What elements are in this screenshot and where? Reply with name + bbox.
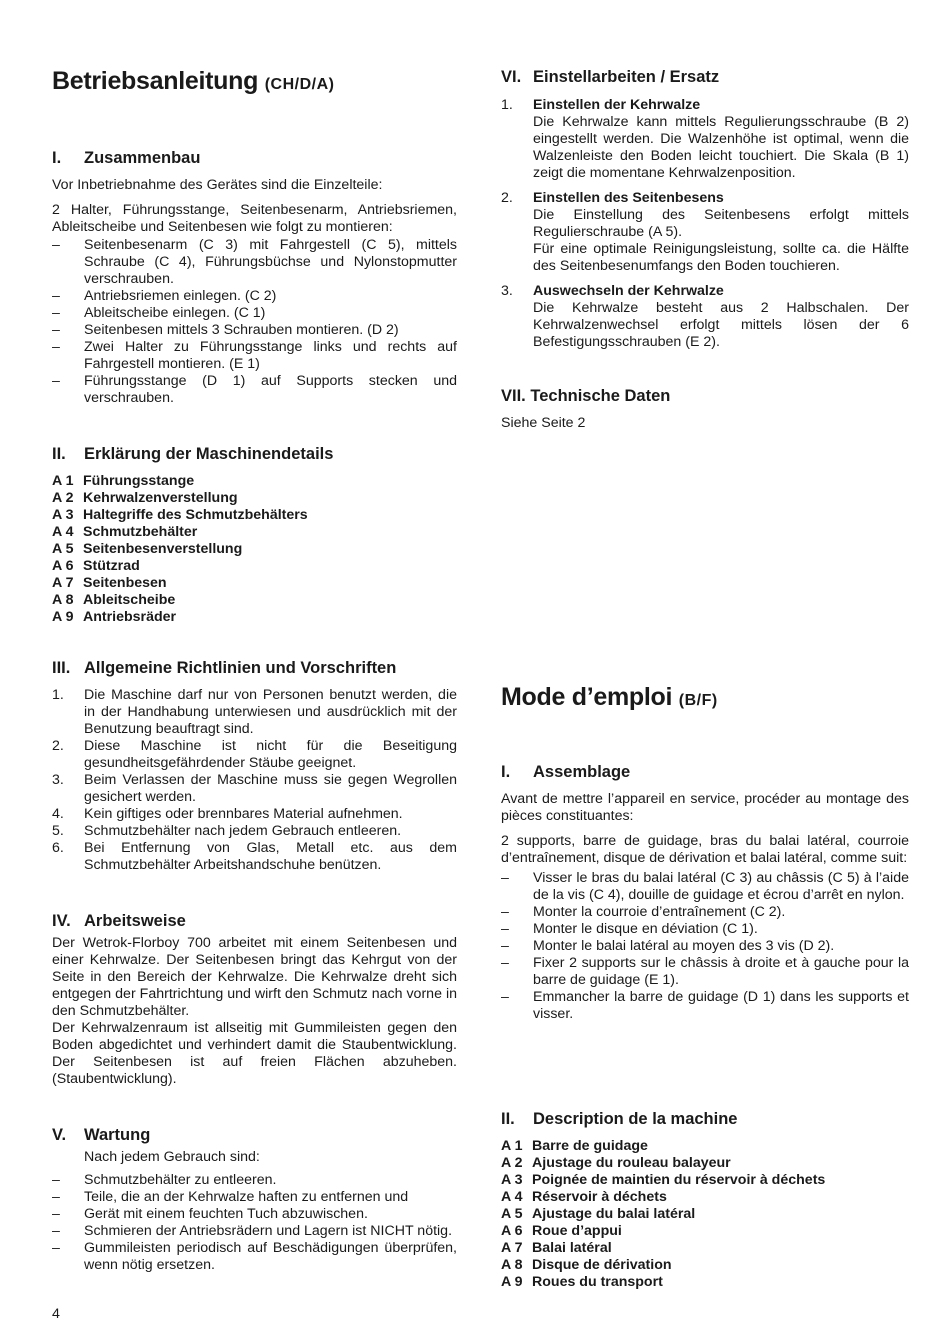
machine-legend-de bbox=[52, 473, 457, 626]
item-number: 2. bbox=[52, 738, 64, 754]
legend-label: Ajustage du rouleau balayeur bbox=[532, 1155, 731, 1171]
item-number: 3. bbox=[52, 772, 64, 788]
page-title-de bbox=[52, 66, 457, 100]
legend-row bbox=[501, 1274, 909, 1291]
legend-code: A 3 bbox=[52, 507, 74, 523]
section-number: II. bbox=[501, 1110, 515, 1128]
list-item bbox=[52, 840, 457, 874]
item-text: Die Einstellung des Seitenbesens erfolgt mittels Regulierschraube (A 5). bbox=[533, 207, 909, 240]
guidelines-list bbox=[52, 687, 457, 874]
paragraph: Vor Inbetriebnahme des Gerätes sind die Einzelteile: bbox=[52, 177, 383, 193]
legend-label: Réservoir à déchets bbox=[532, 1189, 667, 1205]
list-item: – Antriebsriemen einlegen. (C 2) bbox=[52, 288, 457, 305]
list-item: – Seitenbesenarm (C 3) mit Fahrgestell (C 5), mittels Schraube (C 4), Führungsbüchse und Nylonstopmutter verschrauben. bbox=[52, 237, 457, 288]
section-number: IV. bbox=[52, 912, 71, 930]
legend-row bbox=[501, 1172, 909, 1189]
list-item bbox=[52, 806, 457, 823]
page-title-fr bbox=[501, 682, 909, 716]
legend-label: Poignée de maintien du réservoir à déchets bbox=[532, 1172, 826, 1188]
paragraph: Der Kehrwalzenraum ist allseitig mit Gummileisten gegen den Boden abgedichtet und verhindert damit die Staubentwicklung. Der Seitenbesen ist auf freien Flächen abzuheben. (Staubentwicklung). bbox=[52, 1020, 457, 1087]
title-text: Mode d’emploi bbox=[501, 683, 673, 711]
legend-code: A 9 bbox=[501, 1274, 523, 1290]
section-body-assemblage bbox=[501, 791, 909, 1023]
legend-label: Barre de guidage bbox=[532, 1138, 648, 1154]
legend-code: A 5 bbox=[52, 541, 74, 557]
list-item bbox=[501, 283, 909, 351]
legend-code: A 2 bbox=[52, 490, 74, 506]
item-number: 4. bbox=[52, 806, 64, 822]
section-number: II. bbox=[52, 445, 66, 463]
legend-row bbox=[52, 575, 457, 592]
item-heading: Auswechseln der Kehrwalze bbox=[533, 283, 724, 299]
item-text: Bei Entfernung von Glas, Metall etc. aus dem Schmutzbehälter Arbeitshandschuhe benützen. bbox=[84, 840, 457, 873]
item-text: Diese Maschine ist nicht für die Beseitigung gesundheitsgefährdender Stäube geeignet. bbox=[84, 738, 457, 771]
item-text: Die Kehrwalze besteht aus 2 Halbschalen. Der Kehrwalzenwechsel erfolgt mittels lösen der 6 Befestigungsschrauben (E 2). bbox=[533, 300, 909, 350]
item-heading: Einstellen des Seitenbesens bbox=[533, 190, 724, 206]
legend-row bbox=[501, 1223, 909, 1240]
section-body-wartung bbox=[52, 1149, 457, 1274]
item-text: Kein giftiges oder brennbares Material aufnehmen. bbox=[84, 806, 403, 822]
section-number: III. bbox=[52, 659, 71, 677]
legend-code: A 4 bbox=[501, 1189, 523, 1205]
legend-row bbox=[501, 1206, 909, 1223]
section-title: Allgemeine Richtlinien und Vorschriften bbox=[84, 659, 397, 677]
section-heading-maschinendetails bbox=[52, 444, 457, 464]
legend-row bbox=[501, 1257, 909, 1274]
title-suffix: (CH/D/A) bbox=[264, 76, 335, 93]
section-title: Assemblage bbox=[533, 763, 631, 781]
list-item: – Monter le disque en déviation (C 1). bbox=[501, 921, 909, 938]
legend-label: Kehrwalzenverstellung bbox=[83, 490, 238, 506]
section-title: Arbeitsweise bbox=[84, 912, 186, 930]
section-heading-assemblage bbox=[501, 762, 909, 782]
item-number: 2. bbox=[501, 190, 513, 206]
legend-code: A 8 bbox=[501, 1257, 523, 1273]
item-number: 6. bbox=[52, 840, 64, 856]
item-number: 3. bbox=[501, 283, 513, 299]
legend-code: A 1 bbox=[52, 473, 74, 489]
item-text: Die Maschine darf nur von Personen benutzt werden, die in der Handhabung unterwiesen und ausdrücklich mit der Benutzung beauftragt sind. bbox=[84, 687, 457, 737]
list-item: – Führungsstange (D 1) auf Supports stecken und verschrauben. bbox=[52, 373, 457, 407]
item-number: 1. bbox=[501, 97, 513, 113]
paragraph: 2 Halter, Führungsstange, Seitenbesenarm, Antriebsriemen, Ableitscheibe und Seitenbesen wie folgt zu montieren: bbox=[52, 202, 457, 235]
section-heading-description bbox=[501, 1109, 909, 1129]
list-item bbox=[52, 823, 457, 840]
section-body-zusammenbau bbox=[52, 177, 457, 407]
section-number: VI. bbox=[501, 68, 522, 86]
legend-label: Roues du transport bbox=[532, 1274, 663, 1290]
legend-row bbox=[501, 1138, 909, 1155]
legend-code: A 5 bbox=[501, 1206, 523, 1222]
title-text: Betriebsanleitung bbox=[52, 67, 259, 95]
list-item bbox=[52, 738, 457, 772]
section-title: Einstellarbeiten / Ersatz bbox=[533, 68, 720, 86]
legend-label: Seitenbesenverstellung bbox=[83, 541, 243, 557]
legend-label: Schmutzbehälter bbox=[83, 524, 198, 540]
section-number: V. bbox=[52, 1126, 67, 1144]
legend-label: Disque de dérivation bbox=[532, 1257, 672, 1273]
paragraph: 2 supports, barre de guidage, bras du balai latéral, courroie d’entraînement, disque de dérivation et balai latéral, comme suit: bbox=[501, 833, 909, 866]
section-heading-wartung bbox=[52, 1125, 457, 1145]
legend-row bbox=[501, 1189, 909, 1206]
legend-row bbox=[501, 1155, 909, 1172]
section-number: I. bbox=[501, 763, 511, 781]
list-item: – Seitenbesen mittels 3 Schrauben montieren. (D 2) bbox=[52, 322, 457, 339]
legend-label: Seitenbesen bbox=[83, 575, 167, 591]
page-number: 4 bbox=[52, 1306, 60, 1322]
legend-code: A 7 bbox=[501, 1240, 523, 1256]
section-heading-richtlinien bbox=[52, 658, 457, 678]
paragraph: Der Wetrok-Florboy 700 arbeitet mit einem Seitenbesen und einer Kehrwalze. Der Seitenbesen bringt das Kehrgut von der Seite in den Bereich der Kehrwalze. Die Kehrwalze dreht sich entgegen der Fahrtrichtung und wirft den Schmutz nach vorne in den Schmutzbehälter. bbox=[52, 935, 457, 1019]
list-item: – Zwei Halter zu Führungsstange links und rechts auf Fahrgestell montieren. (E 1) bbox=[52, 339, 457, 373]
legend-code: A 9 bbox=[52, 609, 74, 625]
legend-row bbox=[501, 1240, 909, 1257]
legend-code: A 3 bbox=[501, 1172, 523, 1188]
section-heading-arbeitsweise bbox=[52, 911, 457, 931]
legend-label: Ableitscheibe bbox=[83, 592, 176, 608]
machine-legend-fr bbox=[501, 1138, 909, 1291]
legend-row bbox=[52, 592, 457, 609]
legend-row bbox=[52, 609, 457, 626]
section-number: I. bbox=[52, 149, 62, 167]
section-title: Description de la machine bbox=[533, 1110, 738, 1128]
list-item: – Emmancher la barre de guidage (D 1) dans les supports et visser. bbox=[501, 989, 909, 1023]
legend-code: A 8 bbox=[52, 592, 74, 608]
list-item bbox=[52, 772, 457, 806]
list-item: – Schmutzbehälter zu entleeren. bbox=[52, 1172, 457, 1189]
adjustments-list bbox=[501, 97, 909, 351]
section-title: Wartung bbox=[84, 1126, 151, 1144]
legend-row bbox=[52, 490, 457, 507]
assembly-list-fr bbox=[501, 870, 909, 1023]
list-item: – Monter la courroie d’entraînement (C 2). bbox=[501, 904, 909, 921]
list-item: – Visser le bras du balai latéral (C 3) au châssis (C 5) à l’aide de la vis (C 4), douille de guidage et écrou d’arrêt en nylon. bbox=[501, 870, 909, 904]
legend-label: Balai latéral bbox=[532, 1240, 612, 1256]
list-item: – Gummileisten periodisch auf Beschädigungen überprüfen, wenn nötig ersetzen. bbox=[52, 1240, 457, 1274]
legend-code: A 2 bbox=[501, 1155, 523, 1171]
legend-label: Ajustage du balai latéral bbox=[532, 1206, 696, 1222]
title-suffix: (B/F) bbox=[678, 692, 718, 709]
item-text: Für eine optimale Reinigungsleistung, sollte ca. die Hälfte des Seitenbesenumfangs den Boden touchieren. bbox=[533, 241, 909, 274]
legend-label: Roue d’appui bbox=[532, 1223, 622, 1239]
section-number: VII. bbox=[501, 387, 526, 405]
section-title: Technische Daten bbox=[530, 387, 671, 405]
legend-code: A 6 bbox=[501, 1223, 523, 1239]
list-item bbox=[501, 190, 909, 275]
list-item: – Fixer 2 supports sur le châssis à droite et à gauche pour la barre de guidage (E 1). bbox=[501, 955, 909, 989]
maintenance-list bbox=[52, 1172, 457, 1274]
legend-row bbox=[52, 558, 457, 575]
section-title: Erklärung der Maschinendetails bbox=[84, 445, 334, 463]
legend-code: A 4 bbox=[52, 524, 74, 540]
legend-label: Antriebsräder bbox=[83, 609, 177, 625]
item-text: Schmutzbehälter nach jedem Gebrauch entleeren. bbox=[84, 823, 402, 839]
item-number: 5. bbox=[52, 823, 64, 839]
legend-row bbox=[52, 541, 457, 558]
section-title: Zusammenbau bbox=[84, 149, 201, 167]
list-item: – Monter le balai latéral au moyen des 3 vis (D 2). bbox=[501, 938, 909, 955]
list-item: – Ableitscheibe einlegen. (C 1) bbox=[52, 305, 457, 322]
section-body-arbeitsweise bbox=[52, 935, 457, 1088]
legend-row bbox=[52, 473, 457, 490]
legend-row bbox=[52, 507, 457, 524]
list-item: – Schmieren der Antriebsrädern und Lagern ist NICHT nötig. bbox=[52, 1223, 457, 1240]
section-heading-einstellarbeiten bbox=[501, 67, 909, 87]
legend-row bbox=[52, 524, 457, 541]
legend-code: A 6 bbox=[52, 558, 74, 574]
item-text: Die Kehrwalze kann mittels Regulierungsschraube (B 2) eingestellt werden. Die Walzenhöhe ist optimal, wenn die Walzenleiste den Boden leicht touchiert. Die Skala (B 1) zeigt die momentane Kehrwalzenposition. bbox=[533, 114, 909, 181]
list-item: – Gerät mit einem feuchten Tuch abzuwischen. bbox=[52, 1206, 457, 1223]
technical-data-reference: Siehe Seite 2 bbox=[501, 415, 586, 431]
legend-code: A 1 bbox=[501, 1138, 523, 1154]
list-item bbox=[501, 97, 909, 182]
list-item bbox=[52, 687, 457, 738]
list-item: – Teile, die an der Kehrwalze haften zu entfernen und bbox=[52, 1189, 457, 1206]
assembly-list bbox=[52, 237, 457, 407]
paragraph: Avant de mettre l’appareil en service, procéder au montage des pièces constituantes: bbox=[501, 791, 909, 824]
section-heading-technische-daten bbox=[501, 386, 909, 406]
item-number: 1. bbox=[52, 687, 64, 703]
section-heading-zusammenbau bbox=[52, 148, 457, 168]
legend-label: Stützrad bbox=[83, 558, 140, 574]
item-text: Beim Verlassen der Maschine muss sie gegen Wegrollen gesichert werden. bbox=[84, 772, 457, 805]
paragraph: Nach jedem Gebrauch sind: bbox=[84, 1149, 260, 1165]
legend-label: Führungsstange bbox=[83, 473, 195, 489]
legend-label: Haltegriffe des Schmutzbehälters bbox=[83, 507, 308, 523]
item-heading: Einstellen der Kehrwalze bbox=[533, 97, 701, 113]
legend-code: A 7 bbox=[52, 575, 74, 591]
